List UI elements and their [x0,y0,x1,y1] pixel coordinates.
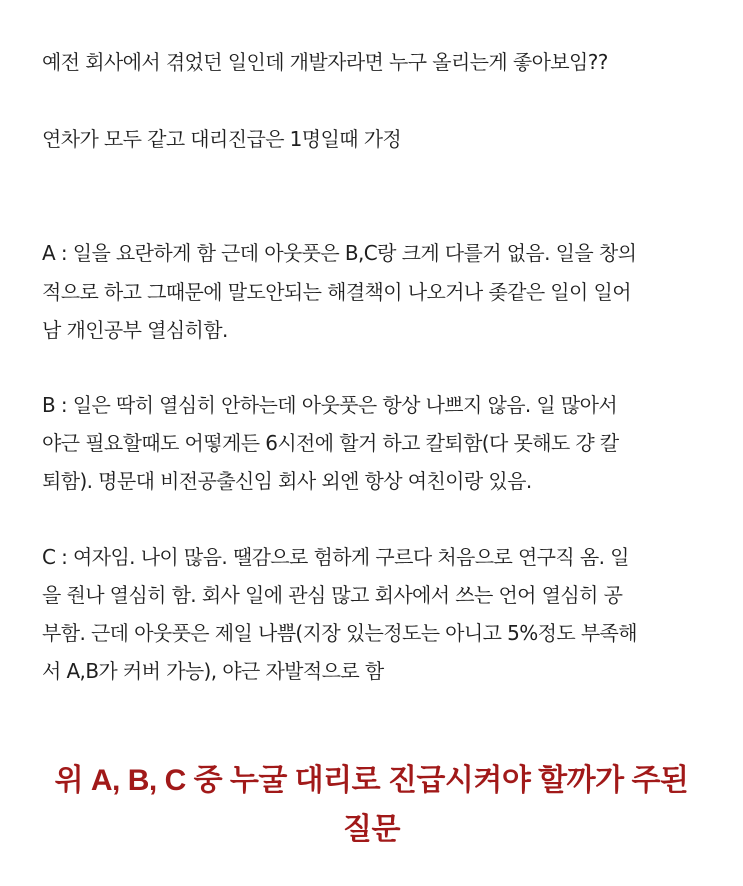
candidate-a-line: A : 일을 요란하게 함 근데 아웃풋은 B,C랑 크게 다를거 없음. 일을 창의 [42,241,637,265]
candidate-b-line: B : 일은 딱히 열심히 안하는데 아웃풋은 항상 나쁘지 않음. 일 많아서 [42,393,618,417]
headline-line: 질문 [343,813,400,846]
candidate-a-line: 적으로 하고 그때문에 말도안되는 해결책이 나오거나 좆같은 일이 일어 [42,280,631,304]
headline-line: 위 A, B, C 중 누굴 대리로 진급시켜야 할까가 주된 [54,764,689,797]
candidate-a-line: 남 개인공부 열심히함. [42,318,228,342]
intro-assumption: 연차가 모두 같고 대리진급은 1명일때 가정 [42,127,402,151]
candidate-c-line: 을 줜나 열심히 함. 회사 일에 관심 많고 회사에서 쓰는 언어 열심히 공 [42,583,623,607]
candidate-b-line: 야근 필요할때도 어떻게든 6시전에 할거 하고 칼퇴함(다 못해도 걍 칼 [42,431,619,455]
intro-question: 예전 회사에서 겪었던 일인데 개발자라면 누구 올리는게 좋아보임?? [42,50,608,74]
candidate-c-line: 서 A,B가 커버 가능), 야근 자발적으로 함 [42,659,384,683]
candidate-c-line: C : 여자임. 나이 많음. 땔감으로 험하게 구르다 처음으로 연구직 옴. 일 [42,545,629,569]
candidate-c-line: 부함. 근데 아웃풋은 제일 나쁨(지장 있는정도는 아니고 5%정도 부족해 [42,621,637,645]
candidate-b-line: 퇴함). 명문대 비전공출신임 회사 외엔 항상 여친이랑 있음. [42,469,532,493]
